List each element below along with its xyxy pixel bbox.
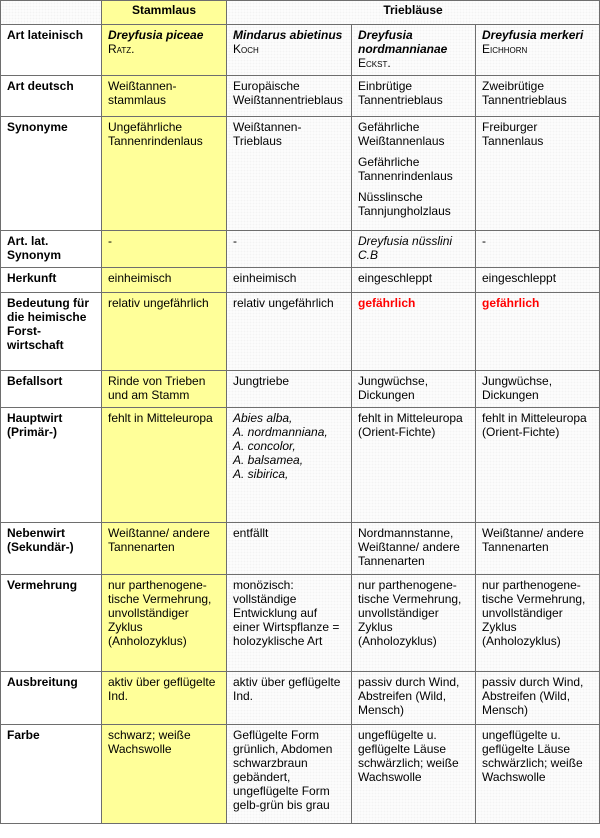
cell-nordmannianae: Dreyfusia nüsslini C.B <box>352 231 476 268</box>
header-stammlaus: Stammlaus <box>102 1 227 25</box>
synonym-item: Nüsslinsche Tannjungholzlaus <box>358 190 451 218</box>
author-name: Eckst. <box>358 56 391 70</box>
latin-name: Dreyfusia merkeri <box>482 28 584 42</box>
cell-merkeri: nur parthenogene-tische Vermehrung, unvollständiger Zyklus (Anholozyklus) <box>476 575 600 672</box>
cell-mindarus: Jungtriebe <box>227 371 352 408</box>
cell-stammlaus: Weißtannen-stammlaus <box>102 76 227 117</box>
latin-name: Dreyfusia piceae <box>108 28 204 42</box>
cell-mindarus: - <box>227 231 352 268</box>
cell-mindarus <box>227 408 352 523</box>
row-nebenwirt <box>1 523 600 575</box>
cell-merkeri: - <box>476 231 600 268</box>
row-label: Synonyme <box>1 117 102 231</box>
danger-label: gefährlich <box>482 296 540 310</box>
cell-stammlaus <box>102 25 227 76</box>
row-herkunft <box>1 268 600 293</box>
cell-merkeri: Weißtanne/ andere Tannenarten <box>476 523 600 575</box>
cell-nordmannianae: Jungwüchse, Dickungen <box>352 371 476 408</box>
cell-stammlaus: fehlt in Mitteleuropa <box>102 408 227 523</box>
cell-merkeri: Freiburger Tannenlaus <box>476 117 600 231</box>
host-species: Abies alba, <box>233 411 293 425</box>
row-bedeutung <box>1 293 600 371</box>
row-label: Ausbreitung <box>1 672 102 725</box>
cell-nordmannianae: ungeflügelte u. geflügelte Läuse schwärzlich; weiße Wachswolle <box>352 725 476 824</box>
cell-merkeri: eingeschleppt <box>476 268 600 293</box>
synonym-item: Gefährliche Tannenrindenlaus <box>358 155 453 183</box>
host-species: A. sibirica, <box>233 467 289 481</box>
cell-nordmannianae: passiv durch Wind, Abstreifen (Wild, Mensch) <box>352 672 476 725</box>
row-label: Bedeutung für die heimische Forst-wirtschaft <box>1 293 102 371</box>
cell-merkeri: passiv durch Wind, Abstreifen (Wild, Mensch) <box>476 672 600 725</box>
header-empty-cell <box>1 1 102 25</box>
latin-name: Dreyfusia nordmannianae <box>358 28 448 56</box>
cell-merkeri: Jungwüchse, Dickungen <box>476 371 600 408</box>
row-label: Herkunft <box>1 268 102 293</box>
cell-mindarus: Europäische Weißtannentrieblaus <box>227 76 352 117</box>
host-species: A. concolor, <box>233 439 296 453</box>
row-label: Art deutsch <box>1 76 102 117</box>
row-vermehrung <box>1 575 600 672</box>
row-hauptwirt <box>1 408 600 523</box>
cell-mindarus: Geflügelte Form grünlich, Abdomen schwarzbraun gebändert, ungeflügelte Form gelb-grün bis grau <box>227 725 352 824</box>
cell-stammlaus: schwarz; weiße Wachswolle <box>102 725 227 824</box>
author-name: Ratz. <box>108 42 135 56</box>
cell-stammlaus: aktiv über geflügelte Ind. <box>102 672 227 725</box>
cell-nordmannianae <box>352 293 476 371</box>
row-label: Vermehrung <box>1 575 102 672</box>
host-species: A. balsamea, <box>233 453 304 467</box>
row-label: Art. lat. Synonym <box>1 231 102 268</box>
row-label: Hauptwirt (Primär-) <box>1 408 102 523</box>
synonym-item: Gefährliche Weißtannenlaus <box>358 120 445 148</box>
danger-label: gefährlich <box>358 296 416 310</box>
row-befallsort <box>1 371 600 408</box>
row-label: Farbe <box>1 725 102 824</box>
header-trieblaeuse: Triebläuse <box>227 1 600 25</box>
row-label: Art lateinisch <box>1 25 102 76</box>
row-synonyme <box>1 117 600 231</box>
cell-nordmannianae: Einbrütige Tannentrieblaus <box>352 76 476 117</box>
cell-nordmannianae: fehlt in Mitteleuropa (Orient-Fichte) <box>352 408 476 523</box>
cell-merkeri <box>476 293 600 371</box>
cell-stammlaus: Ungefährliche Tannenrindenlaus <box>102 117 227 231</box>
cell-stammlaus: Weißtanne/ andere Tannenarten <box>102 523 227 575</box>
cell-merkeri: ungeflügelte u. geflügelte Läuse schwärzlich; weiße Wachswolle <box>476 725 600 824</box>
row-art-lat-synonym <box>1 231 600 268</box>
cell-mindarus: Weißtannen-Trieblaus <box>227 117 352 231</box>
cell-mindarus <box>227 25 352 76</box>
cell-mindarus: entfällt <box>227 523 352 575</box>
cell-mindarus: einheimisch <box>227 268 352 293</box>
cell-nordmannianae: Nordmannstanne, Weißtanne/ andere Tannenarten <box>352 523 476 575</box>
author-name: Koch <box>233 42 259 56</box>
row-label: Nebenwirt (Sekundär-) <box>1 523 102 575</box>
cell-nordmannianae <box>352 25 476 76</box>
row-art-lateinisch <box>1 25 600 76</box>
header-row <box>1 1 600 25</box>
cell-stammlaus: - <box>102 231 227 268</box>
cell-mindarus: aktiv über geflügelte Ind. <box>227 672 352 725</box>
cell-nordmannianae <box>352 117 476 231</box>
cell-stammlaus: einheimisch <box>102 268 227 293</box>
cell-stammlaus: relativ ungefährlich <box>102 293 227 371</box>
row-art-deutsch <box>1 76 600 117</box>
cell-nordmannianae: eingeschleppt <box>352 268 476 293</box>
cell-stammlaus: nur parthenogene-tische Vermehrung, unvollständiger Zyklus (Anholozyklus) <box>102 575 227 672</box>
row-label: Befallsort <box>1 371 102 408</box>
author-name: Eichhorn <box>482 42 528 56</box>
host-species: A. nordmanniana, <box>233 425 328 439</box>
cell-mindarus: relativ ungefährlich <box>227 293 352 371</box>
cell-merkeri: fehlt in Mitteleuropa (Orient-Fichte) <box>476 408 600 523</box>
cell-merkeri: Zweibrütige Tannentrieblaus <box>476 76 600 117</box>
latin-name: Mindarus abietinus <box>233 28 343 42</box>
cell-stammlaus: Rinde von Trieben und am Stamm <box>102 371 227 408</box>
row-ausbreitung <box>1 672 600 725</box>
cell-merkeri <box>476 25 600 76</box>
row-farbe <box>1 725 600 824</box>
cell-mindarus: monözisch: vollständige Entwicklung auf einer Wirtspflanze = holozyklische Art <box>227 575 352 672</box>
cell-nordmannianae: nur parthenogene-tische Vermehrung, unvollständiger Zyklus (Anholozyklus) <box>352 575 476 672</box>
